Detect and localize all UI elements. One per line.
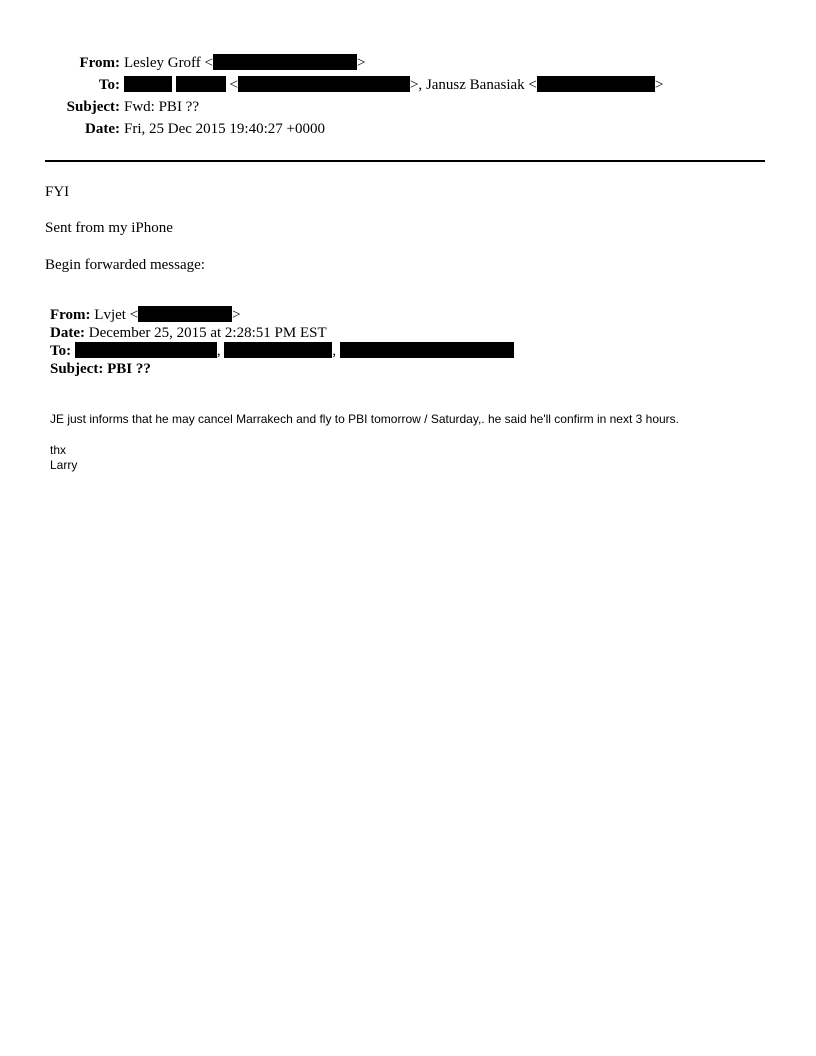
fwd-subject-label: Subject:	[50, 361, 104, 377]
to-value: < >, Janusz Banasiak < >	[124, 75, 663, 95]
subject-label: Subject:	[66, 99, 120, 115]
from-label: From:	[79, 55, 120, 71]
from-value: Lesley Groff < >	[124, 55, 366, 71]
fwd-from-label: From:	[50, 307, 91, 323]
fwd-to-row: To: , ,	[50, 342, 514, 360]
body-line-sent-from: Sent from my iPhone	[45, 220, 173, 236]
fwd-subject-value: PBI ??	[107, 361, 151, 377]
fwd-date-value: December 25, 2015 at 2:28:51 PM EST	[88, 325, 327, 341]
fwd-closing: thx	[50, 443, 67, 457]
to-label: To:	[98, 77, 120, 93]
header-divider	[45, 160, 765, 162]
redacted-name	[176, 76, 226, 92]
fwd-date-row	[50, 324, 327, 342]
fwd-message: JE just informs that he may cancel Marrakech and fly to PBI tomorrow / Saturday,. he said he'll confirm in next 3 hours.	[50, 412, 680, 426]
redacted-name	[124, 76, 172, 92]
redacted-email	[238, 76, 410, 92]
redacted-email	[213, 54, 357, 70]
date-label: Date:	[85, 121, 120, 137]
fwd-date-label: Date:	[50, 325, 85, 341]
redacted-email	[75, 342, 217, 358]
redacted-email	[224, 342, 332, 358]
redacted-email	[138, 306, 232, 322]
body-line-forwarded: Begin forwarded message:	[45, 257, 205, 273]
fwd-signature: Larry	[50, 458, 78, 472]
fwd-from-name: Lvjet	[94, 307, 126, 323]
redacted-email	[340, 342, 514, 358]
redacted-email	[537, 76, 655, 92]
subject-value: Fwd: PBI ??	[124, 99, 199, 115]
fwd-to-label: To:	[50, 343, 72, 359]
fwd-from-row: From: Lvjet < >	[50, 307, 241, 323]
from-name: Lesley Groff	[124, 55, 201, 71]
fwd-subject-row	[50, 360, 151, 378]
date-value: Fri, 25 Dec 2015 19:40:27 +0000	[124, 121, 325, 137]
body-line-fyi: FYI	[45, 184, 70, 200]
to-name-2: Janusz Banasiak	[425, 77, 525, 93]
